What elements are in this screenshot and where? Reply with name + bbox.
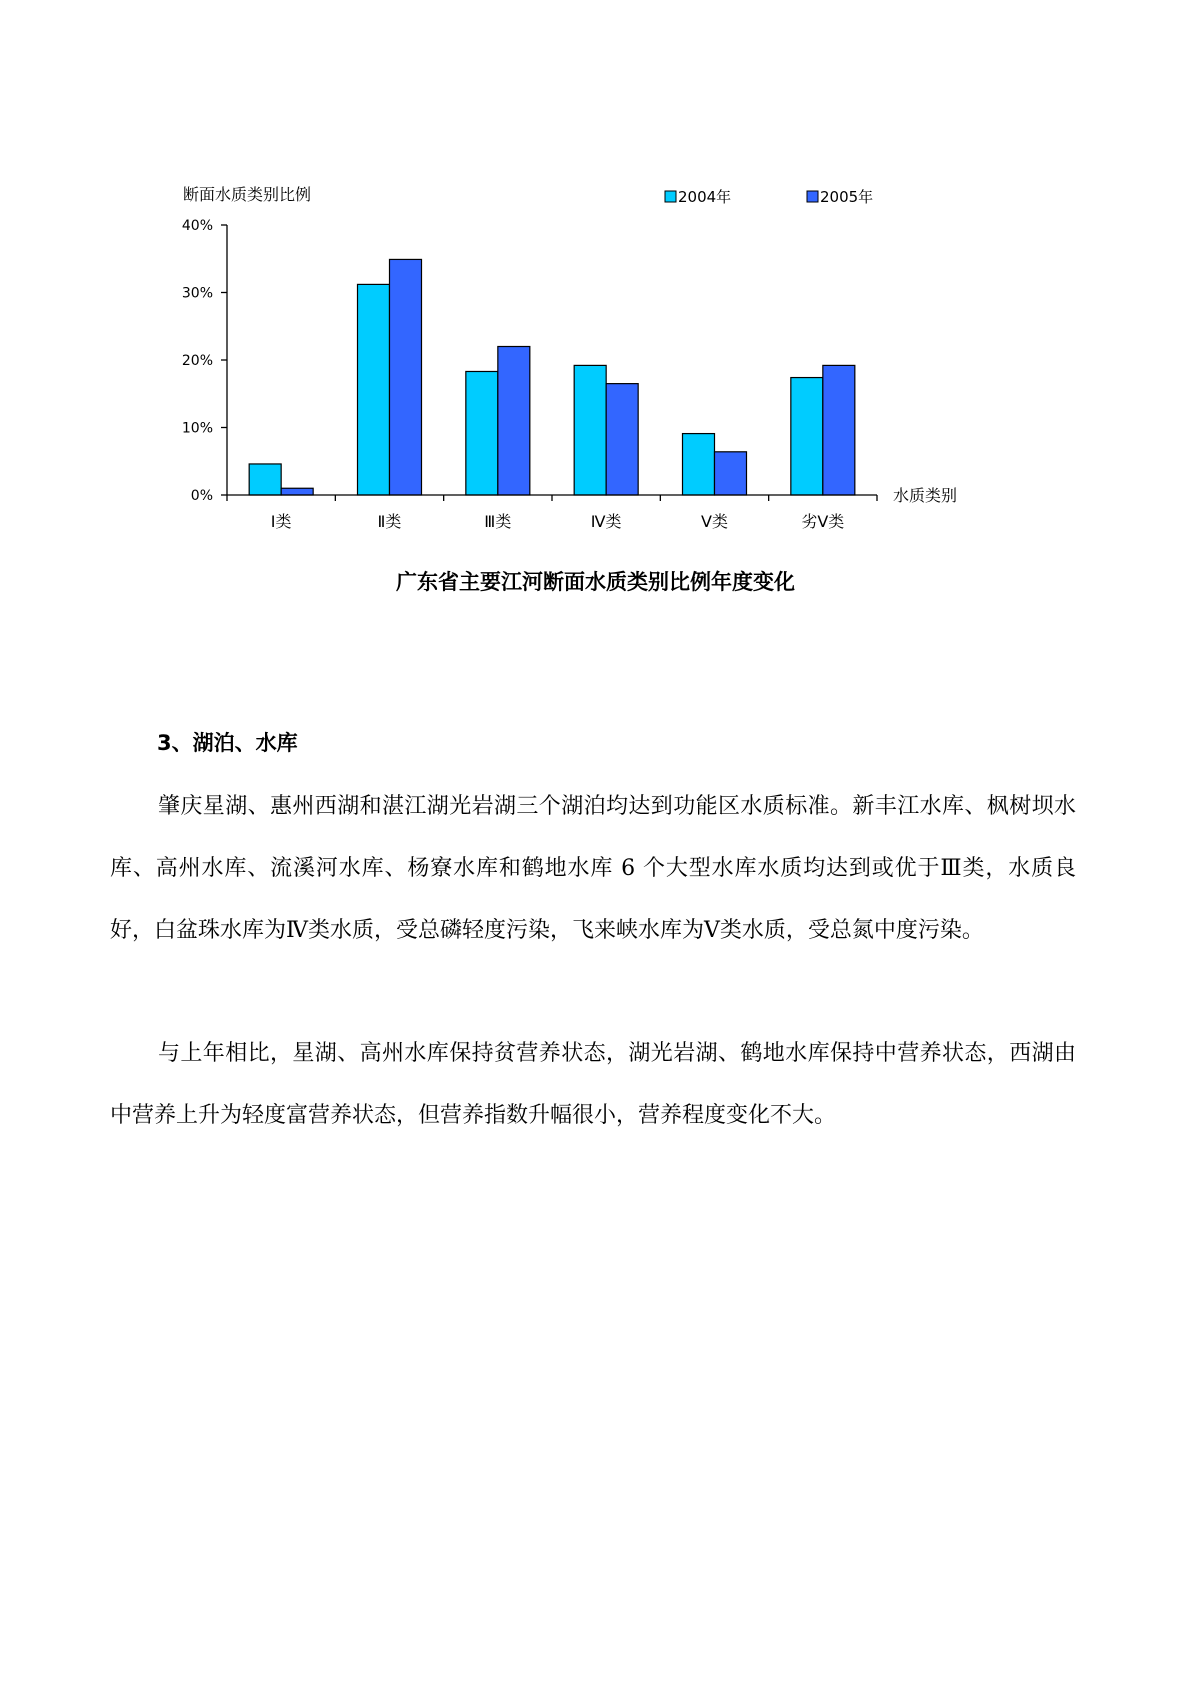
legend-swatch	[665, 191, 676, 202]
x-tick-label: 劣Ⅴ类	[801, 512, 845, 531]
legend-label: 2004年	[678, 188, 732, 206]
legend-label: 2005年	[820, 188, 874, 206]
y-tick-label: 40%	[181, 218, 213, 234]
y-axis-title: 断面水质类别比例	[183, 185, 312, 204]
bar-series1-0	[249, 464, 281, 495]
y-tick-label: 20%	[181, 353, 213, 369]
x-axis	[227, 495, 877, 531]
chart-legend	[665, 188, 873, 206]
bars	[249, 259, 855, 495]
figure-caption: 广东省主要江河断面水质类别比例年度变化	[396, 570, 795, 594]
x-tick-label: Ⅳ类	[590, 512, 622, 531]
section-heading: 3、湖泊、水库	[157, 731, 298, 755]
x-tick-label: Ⅰ类	[270, 512, 292, 531]
paragraph-lakes-reservoirs: 肇庆星湖、惠州西湖和湛江湖光岩湖三个湖泊均达到功能区水质标准。新丰江水库、枫树坝水库、高州水库、流溪河水库、杨寮水库和鹤地水库 6 个大型水库水质均达到或优于Ⅲ类，水质良好，白盆珠水库为Ⅳ类水质，受总磷轻度污染，飞来峡水库为Ⅴ类水质，受总氮中度污染。	[110, 794, 1076, 943]
y-tick-label: 0%	[190, 488, 213, 504]
bar-series2-4	[715, 452, 747, 495]
x-tick-label: Ⅲ类	[484, 512, 512, 531]
x-tick-label: Ⅱ类	[377, 512, 402, 531]
legend-swatch	[807, 191, 818, 202]
water-quality-bar-chart	[0, 0, 1191, 540]
bar-series2-1	[390, 259, 422, 495]
paragraph-nutrient-status: 与上年相比，星湖、高州水库保持贫营养状态，湖光岩湖、鹤地水库保持中营养状态，西湖由中营养上升为轻度富营养状态，但营养指数升幅很小，营养程度变化不大。	[110, 1041, 1076, 1128]
y-tick-label: 10%	[181, 420, 213, 437]
x-tick-label: Ⅴ类	[701, 512, 728, 531]
bar-series2-0	[281, 488, 313, 495]
bar-series1-3	[574, 365, 606, 495]
bar-series2-3	[606, 384, 638, 495]
bar-series1-2	[466, 371, 498, 495]
y-tick-label: 30%	[181, 285, 213, 302]
bar-series1-5	[791, 378, 823, 495]
bar-series1-1	[358, 284, 390, 495]
y-axis	[182, 218, 227, 504]
x-axis-title: 水质类别	[893, 486, 958, 505]
bar-series1-4	[683, 434, 715, 495]
bar-series2-2	[498, 347, 530, 496]
bar-series2-5	[823, 365, 855, 495]
